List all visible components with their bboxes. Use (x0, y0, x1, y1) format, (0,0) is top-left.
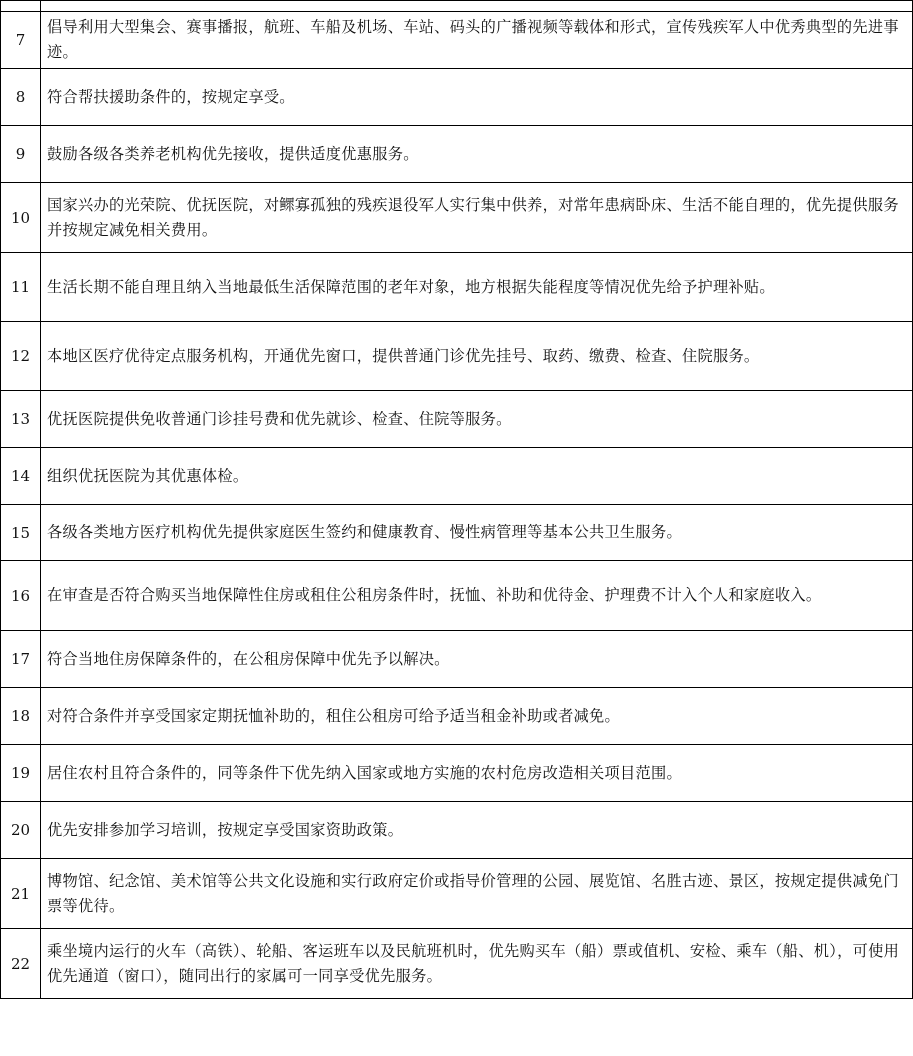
row-number-cell: 10 (1, 183, 41, 253)
table-row (1, 69, 913, 126)
row-number-cell: 8 (1, 69, 41, 126)
row-number-cell: 15 (1, 505, 41, 561)
row-content-cell: 符合帮扶援助条件的，按规定享受。 (41, 69, 913, 126)
row-content-cell: 倡导利用大型集会、赛事播报，航班、车船及机场、车站、码头的广播视频等载体和形式，宣传残疾军人中优秀典型的先进事迹。 (41, 12, 913, 69)
row-content-cell: 各级各类地方医疗机构优先提供家庭医生签约和健康教育、慢性病管理等基本公共卫生服务。 (41, 505, 913, 561)
row-content-cell: 鼓励各级各类养老机构优先接收，提供适度优惠服务。 (41, 126, 913, 183)
table-row (1, 505, 913, 561)
row-content-cell: 优抚医院提供免收普通门诊挂号费和优先就诊、检查、住院等服务。 (41, 391, 913, 448)
table-row (1, 12, 913, 69)
row-content-cell: 博物馆、纪念馆、美术馆等公共文化设施和实行政府定价或指导价管理的公园、展览馆、名胜古迹、景区，按规定提供减免门票等优待。 (41, 859, 913, 929)
row-content-cell: 居住农村且符合条件的，同等条件下优先纳入国家或地方实施的农村危房改造相关项目范围。 (41, 745, 913, 802)
table-row (1, 561, 913, 631)
table-row (1, 859, 913, 929)
row-number-cell: 18 (1, 688, 41, 745)
row-number-cell: 20 (1, 802, 41, 859)
row-content-cell-partial (41, 1, 913, 12)
row-content-cell: 符合当地住房保障条件的，在公租房保障中优先予以解决。 (41, 631, 913, 688)
table-row (1, 688, 913, 745)
table-row (1, 745, 913, 802)
row-number-cell: 12 (1, 322, 41, 391)
table-row (1, 253, 913, 322)
table-row (1, 929, 913, 999)
row-content-cell: 国家兴办的光荣院、优抚医院，对鳏寡孤独的残疾退役军人实行集中供养，对常年患病卧床、生活不能自理的，优先提供服务并按规定减免相关费用。 (41, 183, 913, 253)
row-content-cell: 乘坐境内运行的火车（高铁）、轮船、客运班车以及民航班机时，优先购买车（船）票或值机、安检、乘车（船、机），可使用优先通道（窗口），随同出行的家属可一同享受优先服务。 (41, 929, 913, 999)
row-number-cell: 17 (1, 631, 41, 688)
table-body (1, 1, 913, 999)
table-row-partial-top (1, 1, 913, 12)
row-content-cell: 在审查是否符合购买当地保障性住房或租住公租房条件时，抚恤、补助和优待金、护理费不计入个人和家庭收入。 (41, 561, 913, 631)
row-number-cell: 7 (1, 12, 41, 69)
row-number-cell: 14 (1, 448, 41, 505)
table-row (1, 322, 913, 391)
row-number-cell: 11 (1, 253, 41, 322)
table-row (1, 448, 913, 505)
row-number-cell: 9 (1, 126, 41, 183)
row-number-cell: 22 (1, 929, 41, 999)
row-content-cell: 本地区医疗优待定点服务机构，开通优先窗口，提供普通门诊优先挂号、取药、缴费、检查、住院服务。 (41, 322, 913, 391)
table-row (1, 391, 913, 448)
table-row (1, 126, 913, 183)
row-number-cell: 21 (1, 859, 41, 929)
table-row (1, 183, 913, 253)
row-number-cell: 16 (1, 561, 41, 631)
table-row (1, 631, 913, 688)
row-content-cell: 对符合条件并享受国家定期抚恤补助的，租住公租房可给予适当租金补助或者减免。 (41, 688, 913, 745)
row-number-cell: 13 (1, 391, 41, 448)
row-content-cell: 组织优抚医院为其优惠体检。 (41, 448, 913, 505)
row-number-cell: 19 (1, 745, 41, 802)
row-content-cell: 生活长期不能自理且纳入当地最低生活保障范围的老年对象，地方根据失能程度等情况优先给予护理补贴。 (41, 253, 913, 322)
row-number-cell-partial (1, 1, 41, 12)
table-row (1, 802, 913, 859)
row-content-cell: 优先安排参加学习培训，按规定享受国家资助政策。 (41, 802, 913, 859)
